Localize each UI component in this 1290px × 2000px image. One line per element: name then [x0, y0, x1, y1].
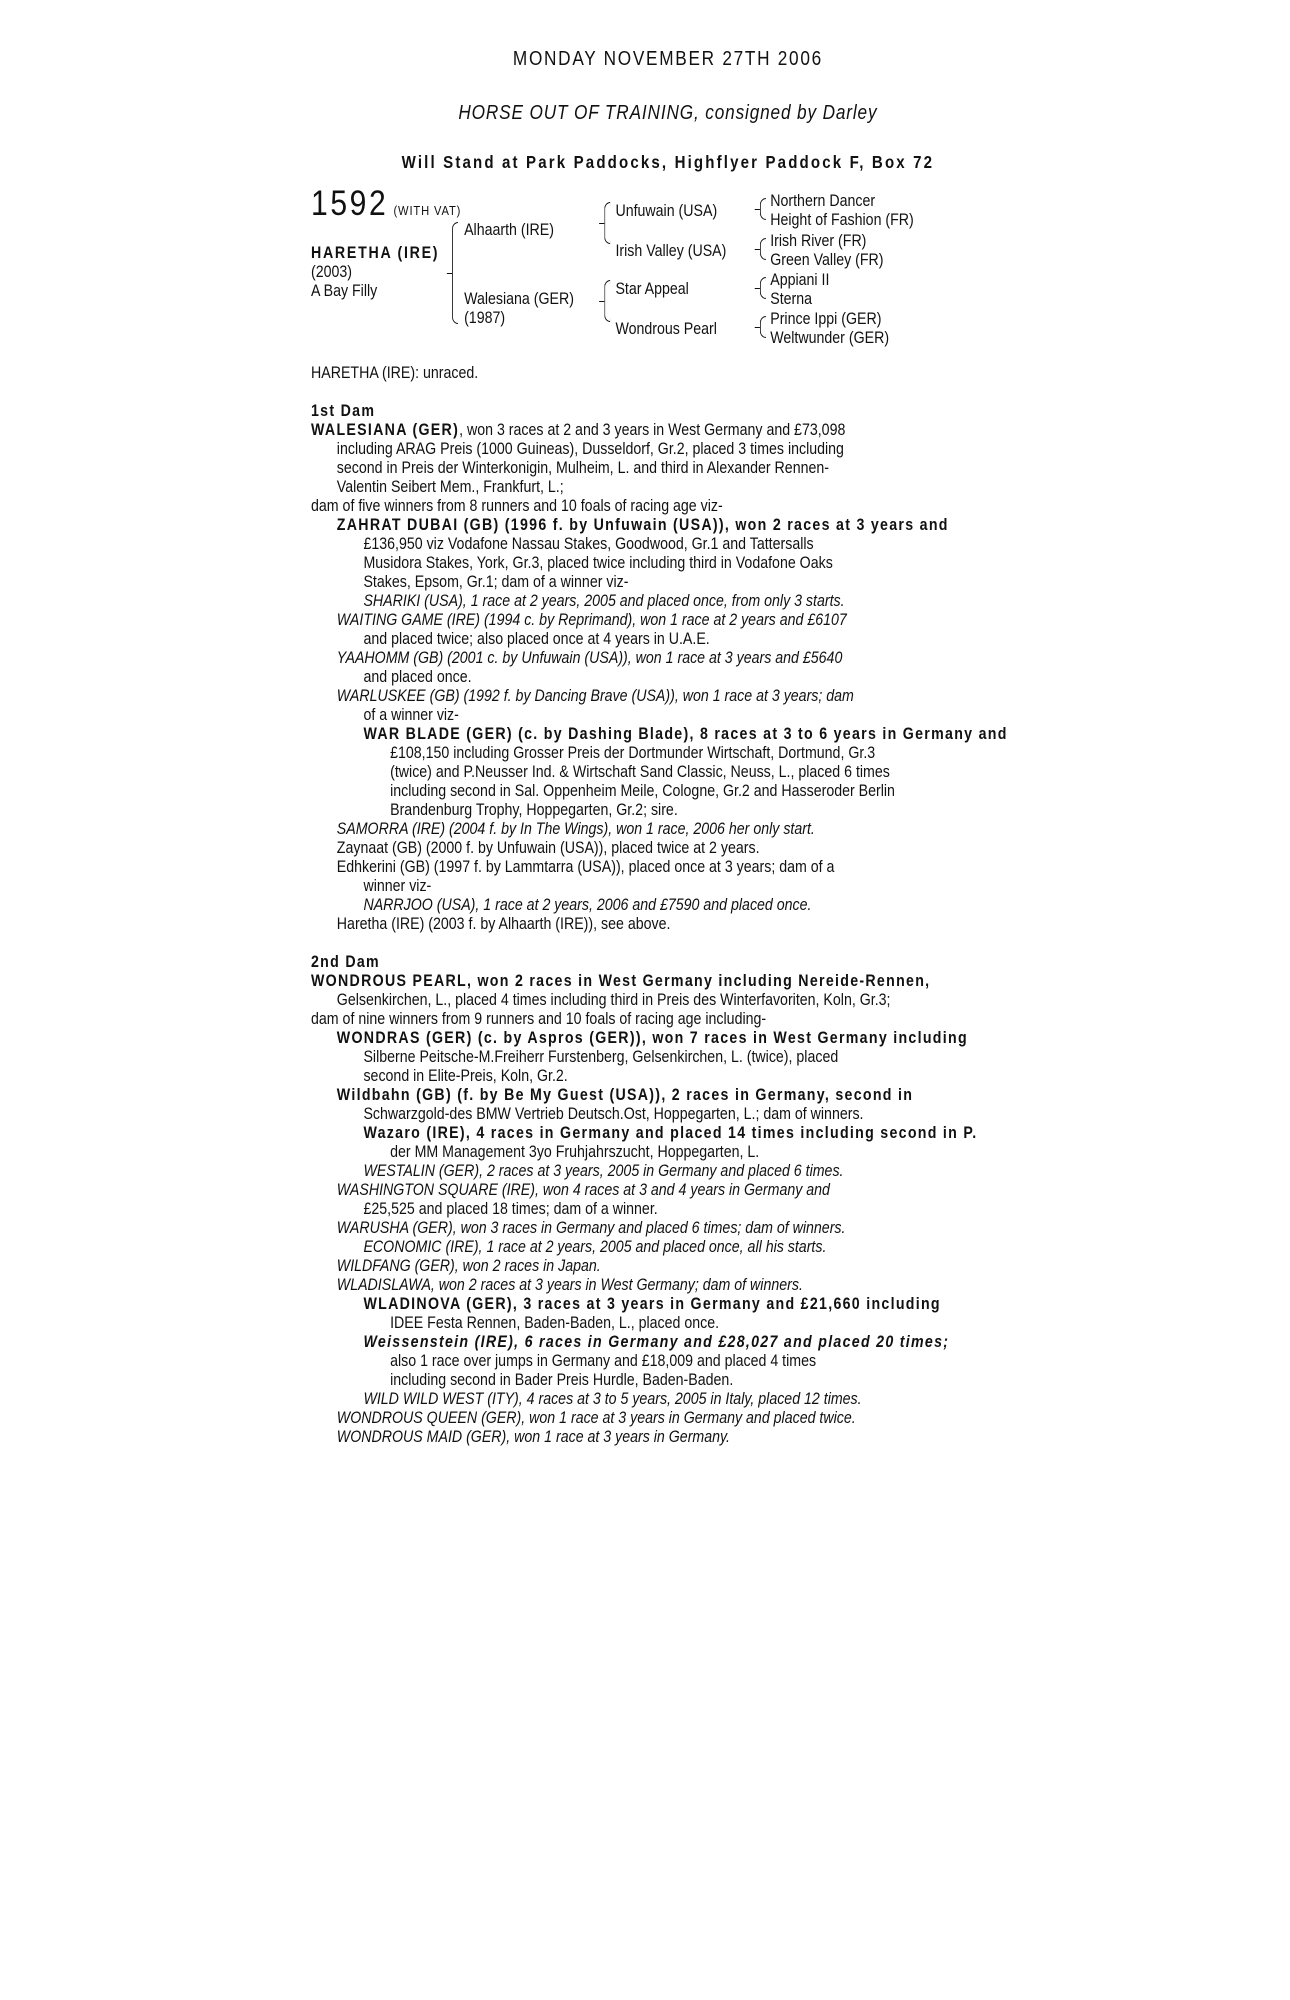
- produce-line: Brandenburg Trophy, Hoppegarten, Gr.2; sire.: [390, 801, 678, 819]
- produce-line: Gelsenkirchen, L., placed 4 times including third in Preis des Winterfavoriten, Koln, Gr.3;: [336, 991, 891, 1009]
- produce-line: Musidora Stakes, York, Gr.3, placed twice including third in Vodafone Oaks: [363, 554, 833, 572]
- dam: Walesiana (GER): [464, 290, 574, 308]
- produce-line: ECONOMIC (IRE), 1 race at 2 years, 2005 and placed once, all his starts.: [363, 1238, 827, 1256]
- horse-name: HARETHA (IRE): [311, 244, 440, 262]
- produce-line: SHARIKI (USA), 1 race at 2 years, 2005 and placed once, from only 3 starts.: [363, 592, 845, 610]
- pedigree-brace: [760, 277, 766, 299]
- produce-line: Silberne Peitsche-M.Freiherr Furstenberg, Gelsenkirchen, L. (twice), placed: [363, 1048, 839, 1066]
- sire-dam: Irish Valley (USA): [615, 242, 727, 260]
- produce-line: £108,150 including Grosser Preis der Dortmunder Wirtschaft, Dortmund, Gr.3: [390, 744, 876, 762]
- pedigree-brace: [604, 280, 610, 322]
- produce-line: including second in Bader Preis Hurdle, Baden-Baden.: [390, 1371, 734, 1389]
- produce-line: WLADISLAWA, won 2 races at 3 years in West Germany; dam of winners.: [336, 1276, 803, 1294]
- race-record: HARETHA (IRE): unraced.: [311, 364, 479, 382]
- produce-record: [311, 364, 1025, 1447]
- produce-line: £25,525 and placed 18 times; dam of a winner.: [363, 1200, 658, 1218]
- ancestor: Height of Fashion (FR): [770, 211, 914, 229]
- horse-year: (2003): [311, 263, 353, 281]
- produce-line: also 1 race over jumps in Germany and £18,009 and placed 4 times: [390, 1352, 817, 1370]
- vat-note: (WITH VAT): [393, 203, 462, 218]
- ancestor: Green Valley (FR): [770, 251, 884, 269]
- produce-line: Weissenstein (IRE), 6 races in Germany and £28,027 and placed 20 times;: [363, 1333, 950, 1351]
- produce-line: IDEE Festa Rennen, Baden-Baden, L., placed once.: [390, 1314, 720, 1332]
- first-dam-heading: 1st Dam: [311, 402, 376, 420]
- produce-line: WILD WILD WEST (ITY), 4 races at 3 to 5 years, 2005 in Italy, placed 12 times.: [363, 1390, 862, 1408]
- produce-line: Haretha (IRE) (2003 f. by Alhaarth (IRE)), see above.: [336, 915, 671, 933]
- pedigree-brace: [760, 316, 766, 338]
- stand-location: Will Stand at Park Paddocks, Highflyer Paddock F, Box 72: [401, 152, 935, 172]
- produce-line: Wazaro (IRE), 4 races in Germany and placed 14 times including second in P.: [363, 1124, 978, 1142]
- first-dam-summary: dam of five winners from 8 runners and 10 foals of racing age viz-: [311, 497, 723, 515]
- produce-line: SAMORRA (IRE) (2004 f. by In The Wings), won 1 race, 2006 her only start.: [336, 820, 815, 838]
- produce-line: WLADINOVA (GER), 3 races at 3 years in Germany and £21,660 including: [363, 1295, 941, 1313]
- sire-sire: Unfuwain (USA): [615, 202, 718, 220]
- pedigree-brace: [760, 198, 766, 220]
- dam-year: (1987): [464, 309, 506, 327]
- horse-description: A Bay Filly: [311, 282, 378, 300]
- sale-date: MONDAY NOVEMBER 27TH 2006: [512, 48, 823, 70]
- produce-line: Zaynaat (GB) (2000 f. by Unfuwain (USA)), placed twice at 2 years.: [336, 839, 760, 857]
- produce-line: WONDROUS MAID (GER), won 1 race at 3 years in Germany.: [336, 1428, 731, 1446]
- first-dam-intro: Valentin Seibert Mem., Frankfurt, L.;: [336, 478, 564, 496]
- produce-line: second in Elite-Preis, Koln, Gr.2.: [363, 1067, 568, 1085]
- produce-line: NARRJOO (USA), 1 race at 2 years, 2006 and £7590 and placed once.: [363, 896, 812, 914]
- produce-line: winner viz-: [363, 877, 432, 895]
- produce-line: WARUSHA (GER), won 3 races in Germany and placed 6 times; dam of winners.: [336, 1219, 846, 1237]
- pedigree-brace: [452, 222, 458, 324]
- ancestor: Sterna: [770, 290, 813, 308]
- dam-sire: Star Appeal: [615, 280, 689, 298]
- first-dam-intro: including ARAG Preis (1000 Guineas), Dusseldorf, Gr.2, placed 3 times including: [336, 440, 844, 458]
- produce-line: Schwarzgold-des BMW Vertrieb Deutsch.Ost, Hoppegarten, L.; dam of winners.: [363, 1105, 864, 1123]
- first-dam-intro: second in Preis der Winterkonigin, Mulheim, L. and third in Alexander Rennen-: [336, 459, 829, 477]
- produce-line: of a winner viz-: [363, 706, 459, 724]
- produce-line: including second in Sal. Oppenheim Meile, Cologne, Gr.2 and Hasseroder Berlin: [390, 782, 895, 800]
- produce-line: WILDFANG (GER), won 2 races in Japan.: [336, 1257, 601, 1275]
- dam-dam: Wondrous Pearl: [615, 320, 717, 338]
- produce-line: Stakes, Epsom, Gr.1; dam of a winner viz-: [363, 573, 629, 591]
- produce-line: and placed twice; also placed once at 4 years in U.A.E.: [363, 630, 710, 648]
- ancestor: Northern Dancer: [770, 192, 876, 210]
- ancestor: Appiani II: [770, 271, 830, 289]
- lot-number: 1592 (WITH VAT): [311, 184, 462, 223]
- second-dam-heading: 2nd Dam: [311, 953, 380, 971]
- consignment-line: HORSE OUT OF TRAINING, consigned by Darley: [458, 102, 878, 124]
- produce-line: Edhkerini (GB) (1997 f. by Lammtarra (USA)), placed once at 3 years; dam of a: [336, 858, 835, 876]
- first-dam-intro: WALESIANA (GER), won 3 races at 2 and 3 years in West Germany and £73,098: [311, 421, 846, 439]
- ancestor: Irish River (FR): [770, 232, 867, 250]
- produce-line: WAITING GAME (IRE) (1994 c. by Reprimand), won 1 race at 2 years and £6107: [336, 611, 847, 629]
- produce-line: WESTALIN (GER), 2 races at 3 years, 2005 in Germany and placed 6 times.: [363, 1162, 844, 1180]
- pedigree-brace: [604, 202, 610, 244]
- pedigree-brace: [760, 238, 766, 260]
- produce-line: der MM Management 3yo Fruhjahrszucht, Hoppegarten, L.: [390, 1143, 760, 1161]
- produce-line: Wildbahn (GB) (f. by Be My Guest (USA)), 2 races in Germany, second in: [336, 1086, 914, 1104]
- produce-line: £136,950 viz Vodafone Nassau Stakes, Goodwood, Gr.1 and Tattersalls: [363, 535, 814, 553]
- produce-line: WAR BLADE (GER) (c. by Dashing Blade), 8 races at 3 to 6 years in Germany and: [363, 725, 1008, 743]
- ancestor: Prince Ippi (GER): [770, 310, 882, 328]
- produce-line: YAAHOMM (GB) (2001 c. by Unfuwain (USA)), won 1 race at 3 years and £5640: [336, 649, 843, 667]
- produce-line: WARLUSKEE (GB) (1992 f. by Dancing Brave (USA)), won 1 race at 3 years; dam: [336, 687, 854, 705]
- sire: Alhaarth (IRE): [464, 221, 554, 239]
- produce-line: WASHINGTON SQUARE (IRE), won 4 races at 3 and 4 years in Germany and: [336, 1181, 830, 1199]
- produce-line: WONDRAS (GER) (c. by Aspros (GER)), won 7 races in West Germany including: [336, 1029, 968, 1047]
- produce-line: ZAHRAT DUBAI (GB) (1996 f. by Unfuwain (USA)), won 2 races at 3 years and: [336, 516, 949, 534]
- pedigree-table: [311, 184, 1025, 362]
- produce-line: WONDROUS PEARL, won 2 races in West Germany including Nereide-Rennen,: [311, 972, 931, 990]
- produce-line: WONDROUS QUEEN (GER), won 1 race at 3 years in Germany and placed twice.: [336, 1409, 856, 1427]
- ancestor: Weltwunder (GER): [770, 329, 890, 347]
- produce-line: and placed once.: [363, 668, 472, 686]
- produce-line: (twice) and P.Neusser Ind. & Wirtschaft Sand Classic, Neuss, L., placed 6 times: [390, 763, 890, 781]
- produce-line: dam of nine winners from 9 runners and 10 foals of racing age including-: [311, 1010, 767, 1028]
